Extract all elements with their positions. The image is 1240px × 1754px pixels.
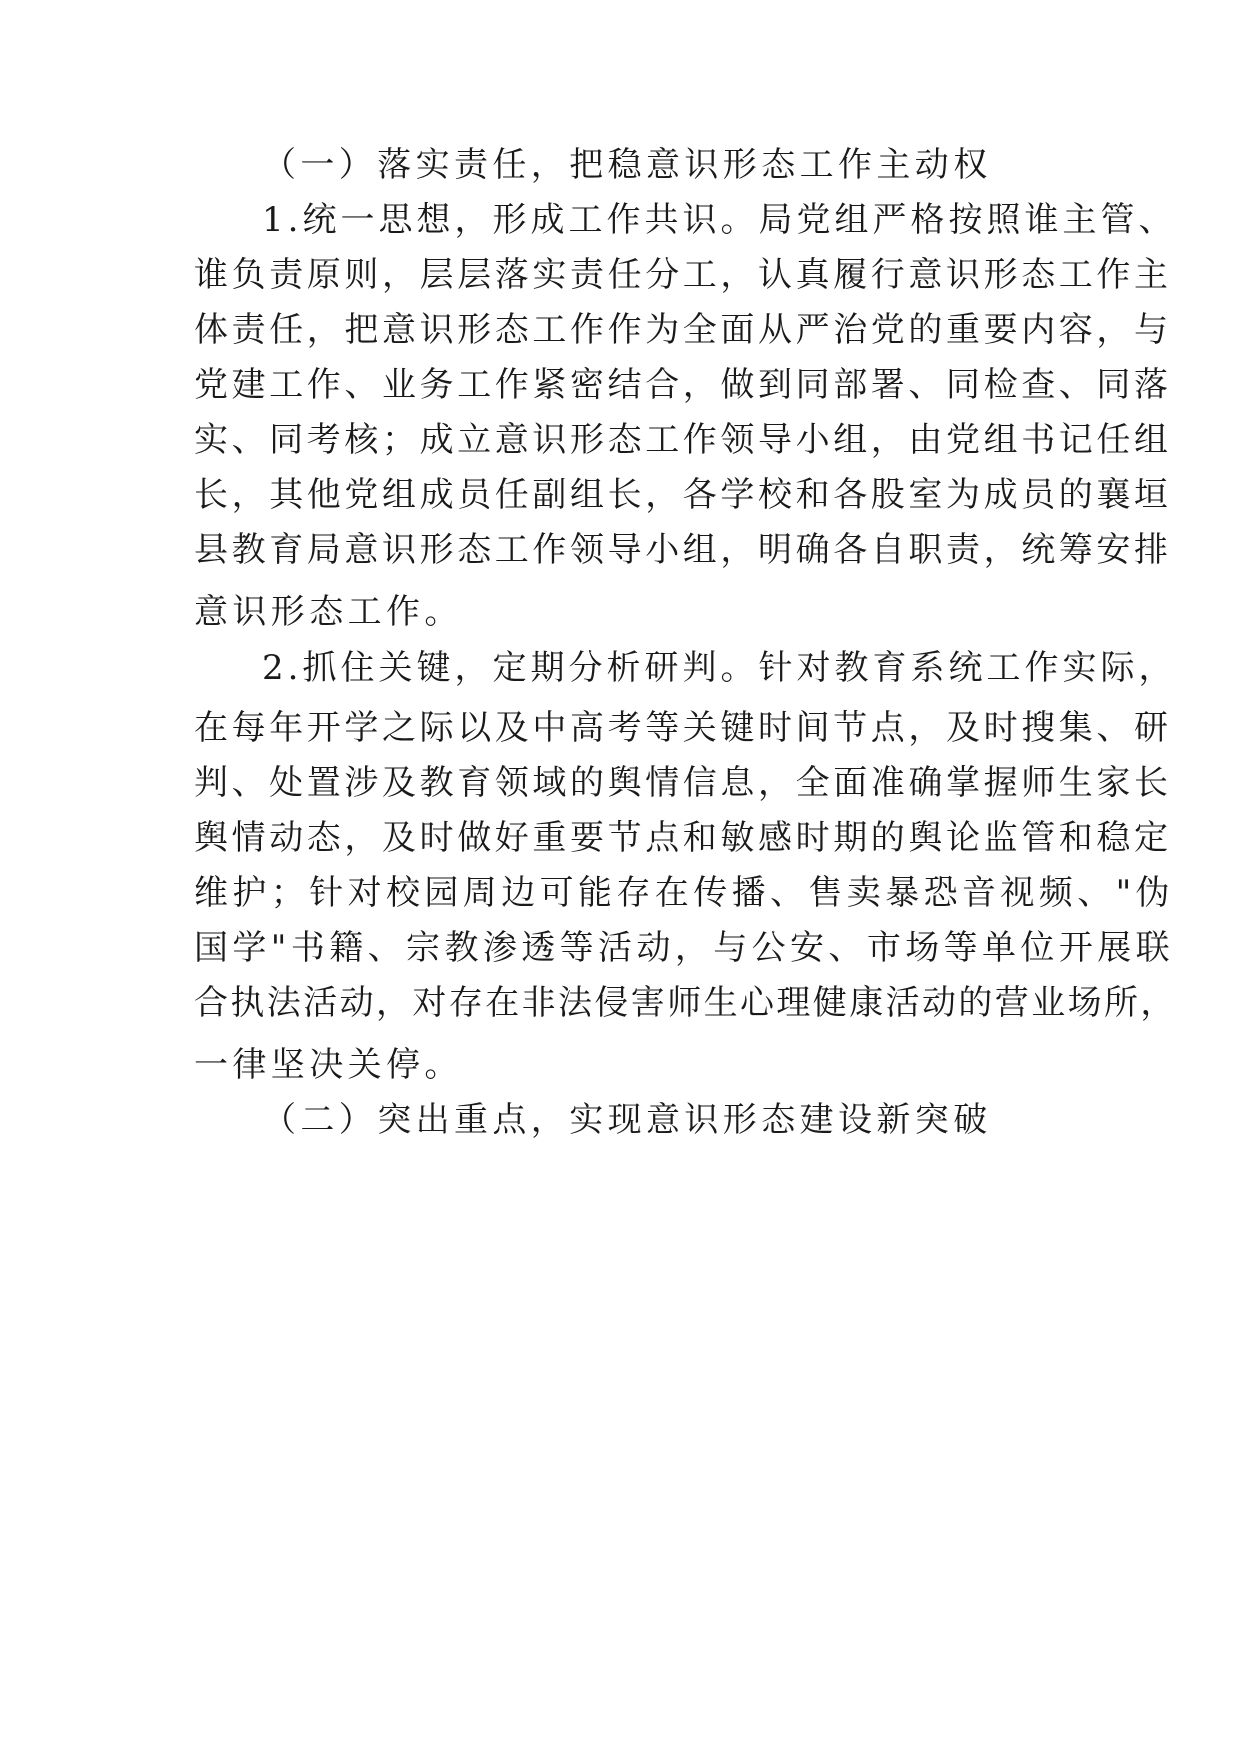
paragraph-2-line: 维护；针对校园周边可能存在传播、售卖暴恐音视频、"伪 <box>194 873 1175 913</box>
paragraph-1-line: 谁负责原则，层层落实责任分工，认真履行意识形态工作主 <box>194 255 1172 295</box>
paragraph-2-line: 判、处置涉及教育领域的舆情信息，全面准确掌握师生家长 <box>194 763 1172 803</box>
paragraph-2-line: 在每年开学之际以及中高考等关键时间节点，及时搜集、研 <box>194 708 1172 748</box>
paragraph-1-line: 县教育局意识形态工作领导小组，明确各自职责，统筹安排 <box>194 530 1172 570</box>
paragraph-2-line: 舆情动态，及时做好重要节点和敏感时期的舆论监管和稳定 <box>194 818 1172 858</box>
paragraph-1-line: 党建工作、业务工作紧密结合，做到同部署、同检查、同落 <box>194 365 1172 405</box>
paragraph-1-line: 长，其他党组成员任副组长，各学校和各股室为成员的襄垣 <box>194 475 1172 515</box>
paragraph-1-line: 意识形态工作。 <box>194 592 463 632</box>
paragraph-2-line: 合执法活动，对存在非法侵害师生心理健康活动的营业场所， <box>194 983 1177 1023</box>
paragraph-2-line: 国学"书籍、宗教渗透等活动，与公安、市场等单位开展联 <box>194 928 1175 968</box>
paragraph-1-line: 实、同考核；成立意识形态工作领导小组，由党组书记任组 <box>194 420 1172 460</box>
paragraph-1-line: 体责任，把意识形态工作作为全面从严治党的重要内容，与 <box>194 310 1172 350</box>
paragraph-2-line: 2.抓住关键，定期分析研判。针对教育系统工作实际， <box>262 648 1177 688</box>
section-heading-1: （一）落实责任，把稳意识形态工作主动权 <box>262 145 992 185</box>
paragraph-1-line: 1.统一思想，形成工作共识。局党组严格按照谁主管、 <box>262 200 1177 240</box>
paragraph-2-line: 一律坚决关停。 <box>194 1045 463 1085</box>
section-heading-2: （二）突出重点，实现意识形态建设新突破 <box>262 1100 992 1140</box>
